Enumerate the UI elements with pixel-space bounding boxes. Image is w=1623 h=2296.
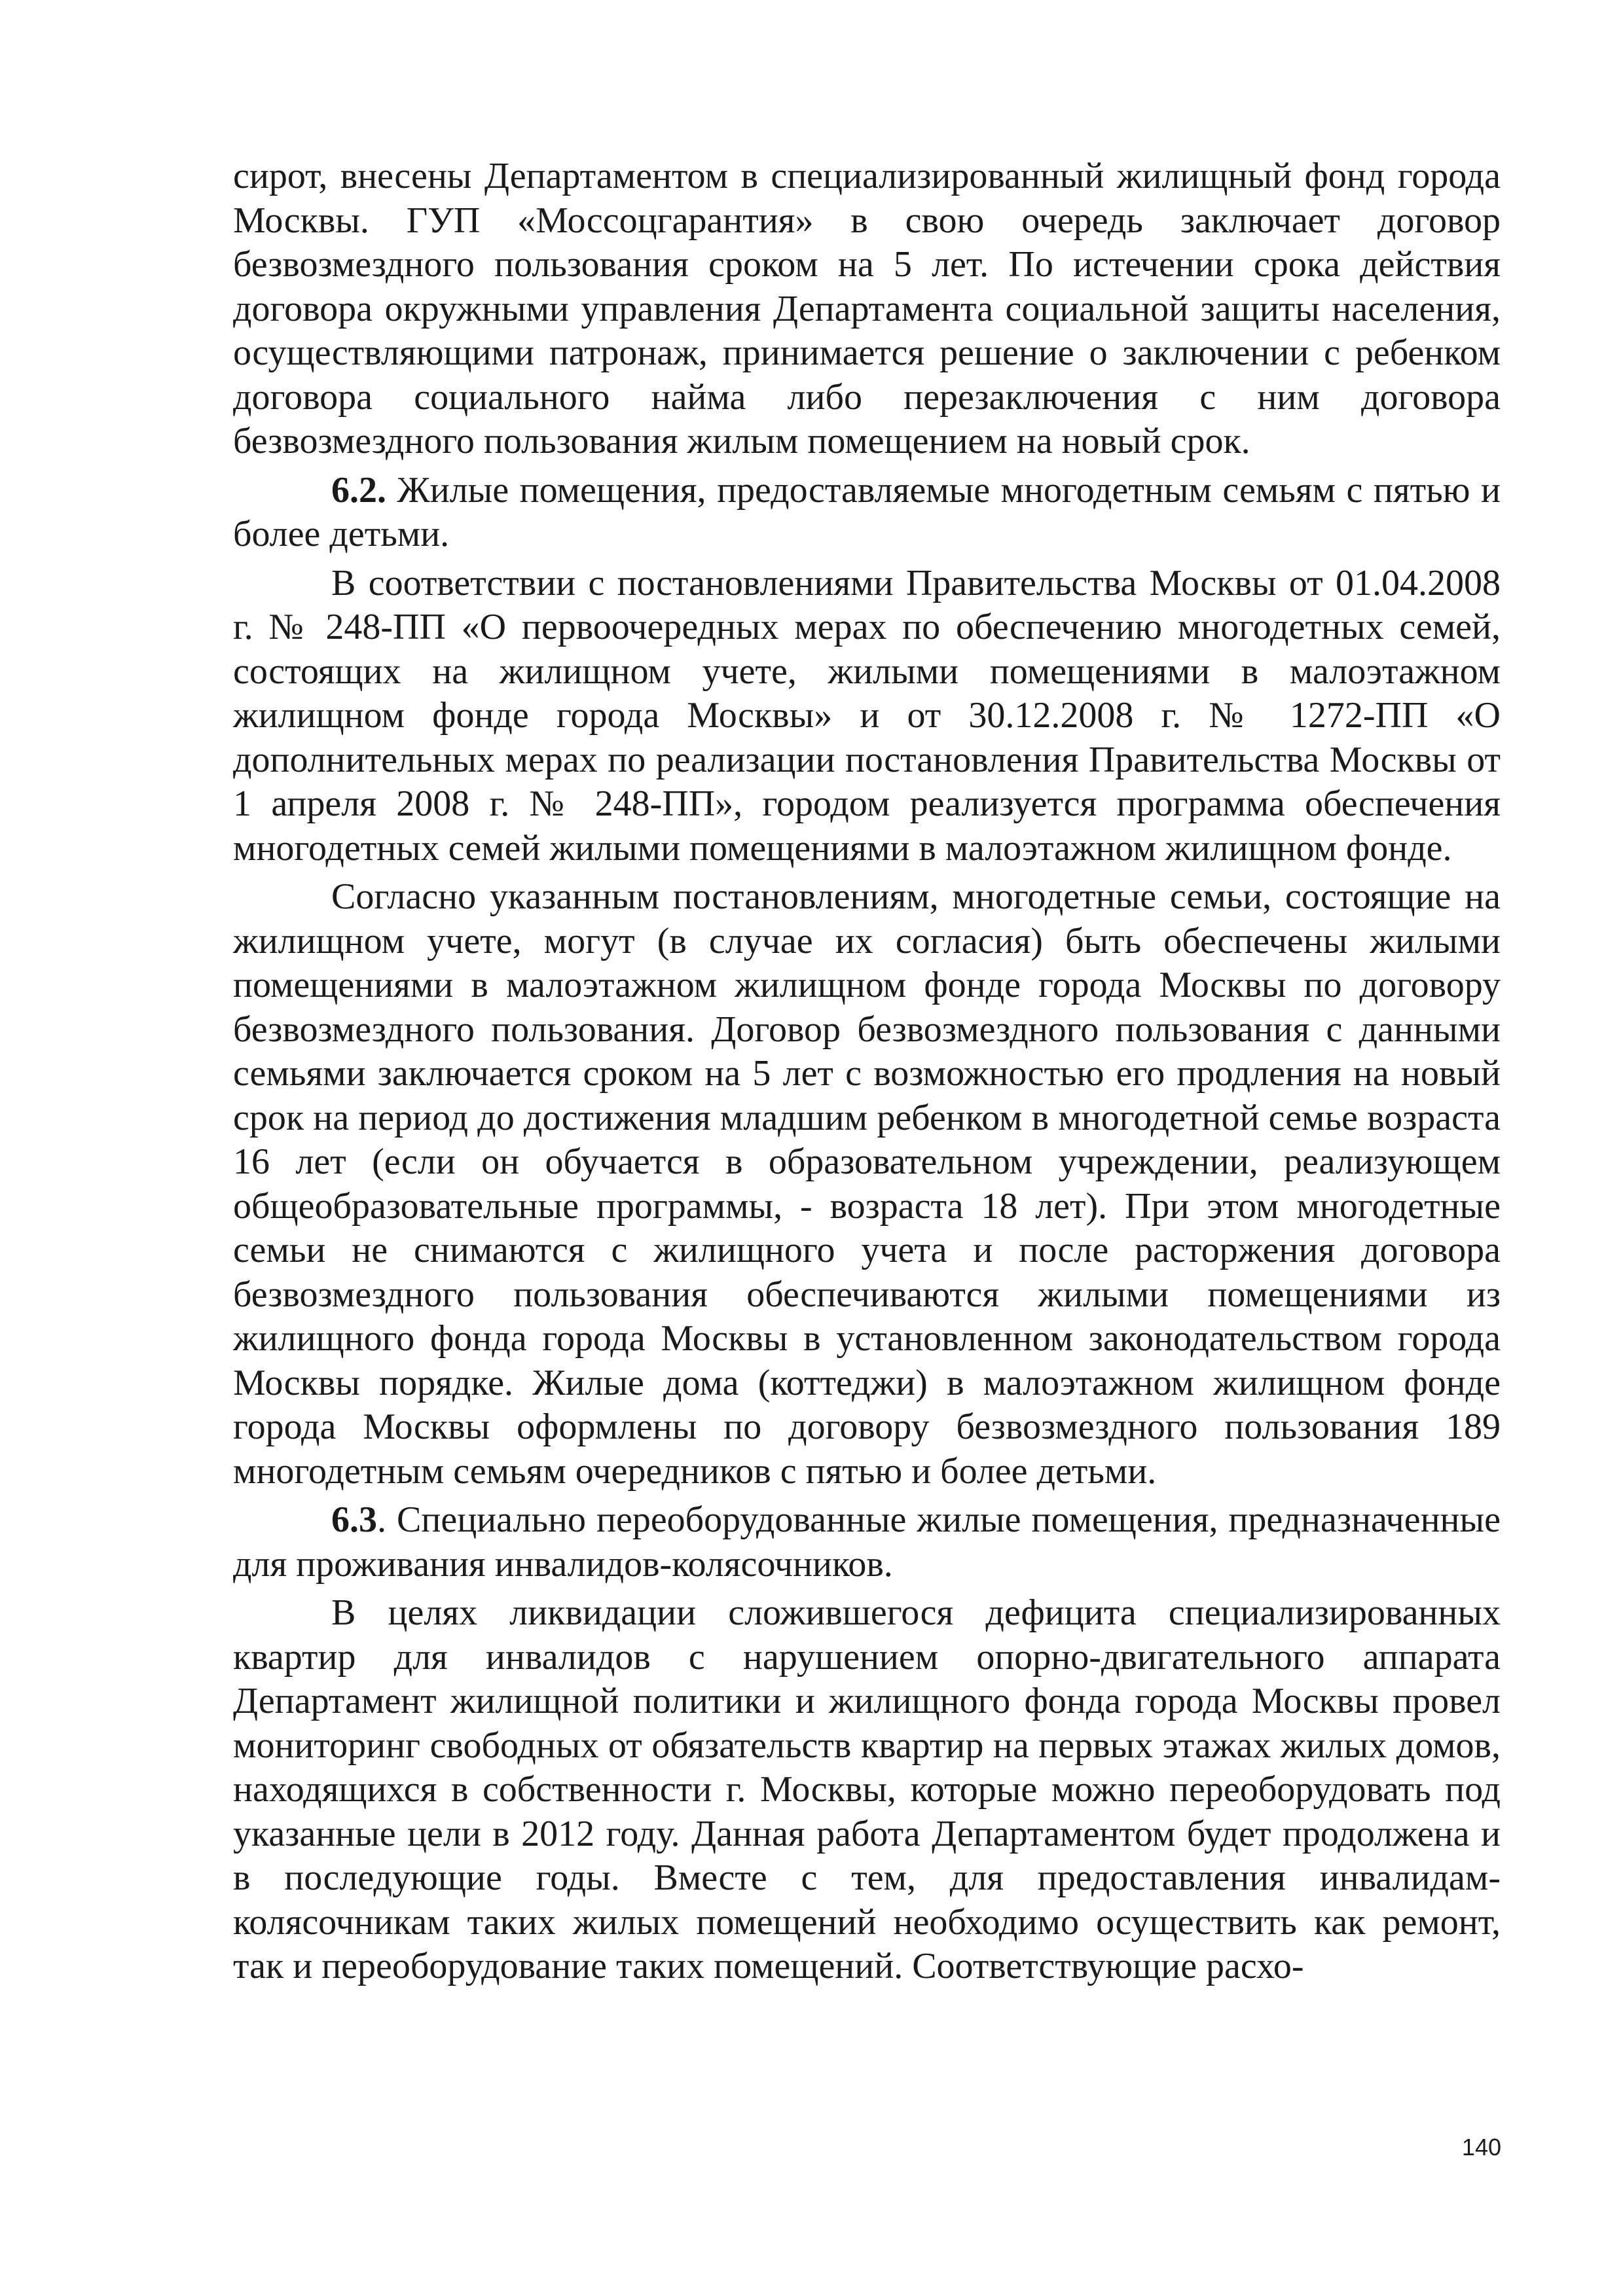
- page-number: 140: [1461, 2134, 1501, 2161]
- paragraph: [233, 1591, 1501, 1989]
- section-number: 6.2.: [331, 469, 386, 511]
- section-heading-6-2: [233, 469, 1501, 557]
- section-title: Жилые помещения, предоставляемые многодетным семьям с пятью и более детьми.: [233, 469, 1501, 554]
- section-heading-6-3: [233, 1498, 1501, 1587]
- paragraph-text: В соответствии с постановлениями Правительства Москвы от 01.04.2008 г. № 248-ПП «О первоочередных мерах по обеспечению многодетных семей, состоящих на жилищном учете, жилыми помещениями в малоэтажном жилищном фонде города Москвы» и от 30.12.2008 г. № 1272-ПП «О дополнительных мерах по реализации постановления Правительства Москвы от 1 апреля 2008 г. № 248-ПП», городом реализуется программа обеспечения многодетных семей жилыми помещениями в малоэтажном жилищном фонде.: [233, 562, 1501, 869]
- paragraph-text: Согласно указанным постановлениям, многодетные семьи, состоящие на жилищном учете, могут (в случае их согласия) быть обеспечены жилыми помещениями в малоэтажном жилищном фонде города Москвы по договору безвозмездного пользования. Договор безвозмездного пользования с данными семьями заключается сроком на 5 лет с возможностью его продления на новый срок на период до достижения младшим ребенком в многодетной семье возраста 16 лет (если он обучается в образовательном учреждении, реализующем общеобразовательные программы, - возраста 18 лет). При этом многодетные семьи не снимаются с жилищного учета и после расторжения договора безвозмездного пользования обеспечиваются жилыми помещениями из жилищного фонда города Москвы в установленном законодательством города Москвы порядке. Жилые дома (коттеджи) в малоэтажном жилищном фонде города Москвы оформлены по договору безвозмездного пользования 189 многодетным семьям очередников с пятью и более детьми.: [233, 876, 1501, 1492]
- body-text: [233, 154, 1501, 1994]
- section-number: 6.3: [331, 1499, 377, 1540]
- paragraph: [233, 562, 1501, 871]
- paragraph-text: В целях ликвидации сложившегося дефицита специализированных квартир для инвалидов с нарушением опорно-двигательного аппарата Департамент жилищной политики и жилищного фонда города Москвы провел мониторинг свободных от обязательств квартир на первых этажах жилых домов, находящихся в собственности г. Москвы, которые можно переоборудовать под указанные цели в 2012 году. Данная работа Департаментом будет продолжена и в последующие годы. Вместе с тем, для предоставления инвалидам-колясочникам таких жилых помещений необходимо осуществить как ремонт, так и переоборудование таких помещений. Соответствующие расхо-: [233, 1592, 1501, 1986]
- paragraph-continuation: [233, 154, 1501, 464]
- paragraph: [233, 875, 1501, 1494]
- section-title: . Специально переоборудованные жилые помещения, предназначенные для проживания инвалидов-колясочников.: [233, 1499, 1501, 1585]
- paragraph-text: сирот, внесены Департаментом в специализированный жилищный фонд города Москвы. ГУП «Моссоцгарантия» в свою очередь заключает договор безвозмездного пользования сроком на 5 лет. По истечении срока действия договора окружными управления Департамента социальной защиты населения, осуществляющими патронаж, принимается решение о заключении с ребенком договора социального найма либо перезаключения с ним договора безвозмездного пользования жилым помещением на новый срок.: [233, 156, 1501, 461]
